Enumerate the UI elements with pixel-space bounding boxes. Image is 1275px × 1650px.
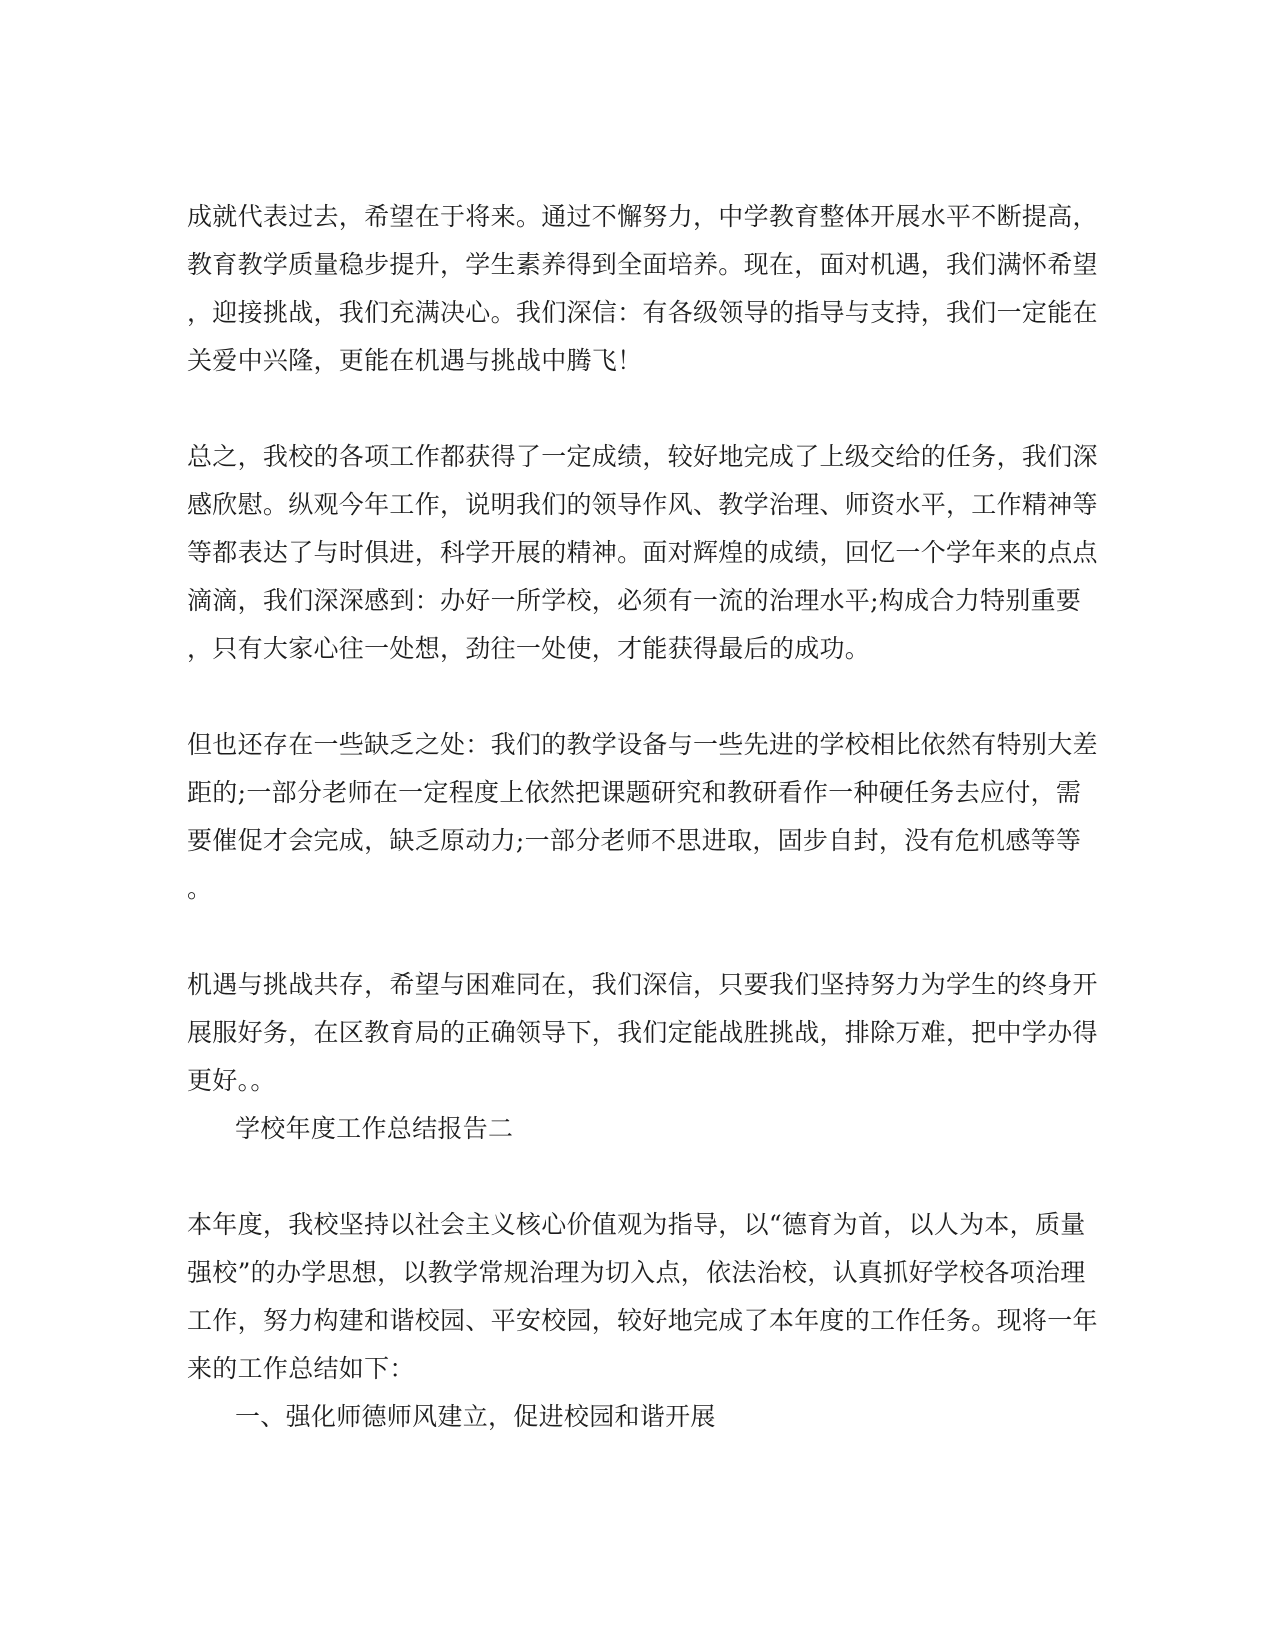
paragraph-4-line-2: 展服好务，在区教育局的正确领导下，我们定能战胜挑战，排除万难，把中学办得	[187, 1018, 1098, 1047]
heading-1: 一、强化师德师风建立，促进校园和谐开展	[235, 1402, 716, 1431]
paragraph-3-line-3: 要催促才会完成，缺乏原动力;一部分老师不思进取，固步自封，没有危机感等等	[187, 826, 1082, 855]
paragraph-1-line-4: 关爱中兴隆，更能在机遇与挑战中腾飞！	[187, 346, 643, 375]
paragraph-4-line-1: 机遇与挑战共存，希望与困难同在，我们深信，只要我们坚持努力为学生的终身开	[187, 970, 1098, 999]
paragraph-2-line-3: 等都表达了与时俱进，科学开展的精神。面对辉煌的成绩，回忆一个学年来的点点	[187, 538, 1098, 567]
section-title: 学校年度工作总结报告二	[235, 1114, 514, 1143]
intro-line-3: 工作，努力构建和谐校园、平安校园，较好地完成了本年度的工作任务。现将一年	[187, 1306, 1098, 1335]
paragraph-3-line-1: 但也还存在一些缺乏之处：我们的教学设备与一些先进的学校相比依然有特别大差	[187, 730, 1098, 759]
intro-line-2: 强校”的办学思想，以教学常规治理为切入点，依法治校，认真抓好学校各项治理	[187, 1258, 1086, 1287]
paragraph-2-line-1: 总之，我校的各项工作都获得了一定成绩，较好地完成了上级交给的任务，我们深	[187, 442, 1098, 471]
paragraph-1-line-3: ，迎接挑战，我们充满决心。我们深信：有各级领导的指导与支持，我们一定能在	[187, 298, 1098, 327]
paragraph-2-line-2: 感欣慰。纵观今年工作，说明我们的领导作风、教学治理、师资水平，工作精神等	[187, 490, 1098, 519]
intro-line-1: 本年度，我校坚持以社会主义核心价值观为指导，以“德育为首，以人为本，质量	[187, 1210, 1086, 1239]
paragraph-3-line-4: 。	[187, 874, 213, 903]
paragraph-4-line-3: 更好。。	[187, 1066, 276, 1095]
paragraph-2-line-4: 滴滴，我们深深感到：办好一所学校，必须有一流的治理水平;构成合力特别重要	[187, 586, 1082, 615]
paragraph-1-line-2: 教育教学质量稳步提升，学生素养得到全面培养。现在，面对机遇，我们满怀希望	[187, 250, 1098, 279]
intro-line-4: 来的工作总结如下：	[187, 1354, 415, 1383]
paragraph-1-line-1: 成就代表过去，希望在于将来。通过不懈努力，中学教育整体开展水平不断提高，	[187, 202, 1098, 231]
paragraph-3-line-2: 距的;一部分老师在一定程度上依然把课题研究和教研看作一种硬任务去应付，需	[187, 778, 1082, 807]
paragraph-2-line-5: ，只有大家心往一处想，劲往一处使，才能获得最后的成功。	[187, 634, 871, 663]
